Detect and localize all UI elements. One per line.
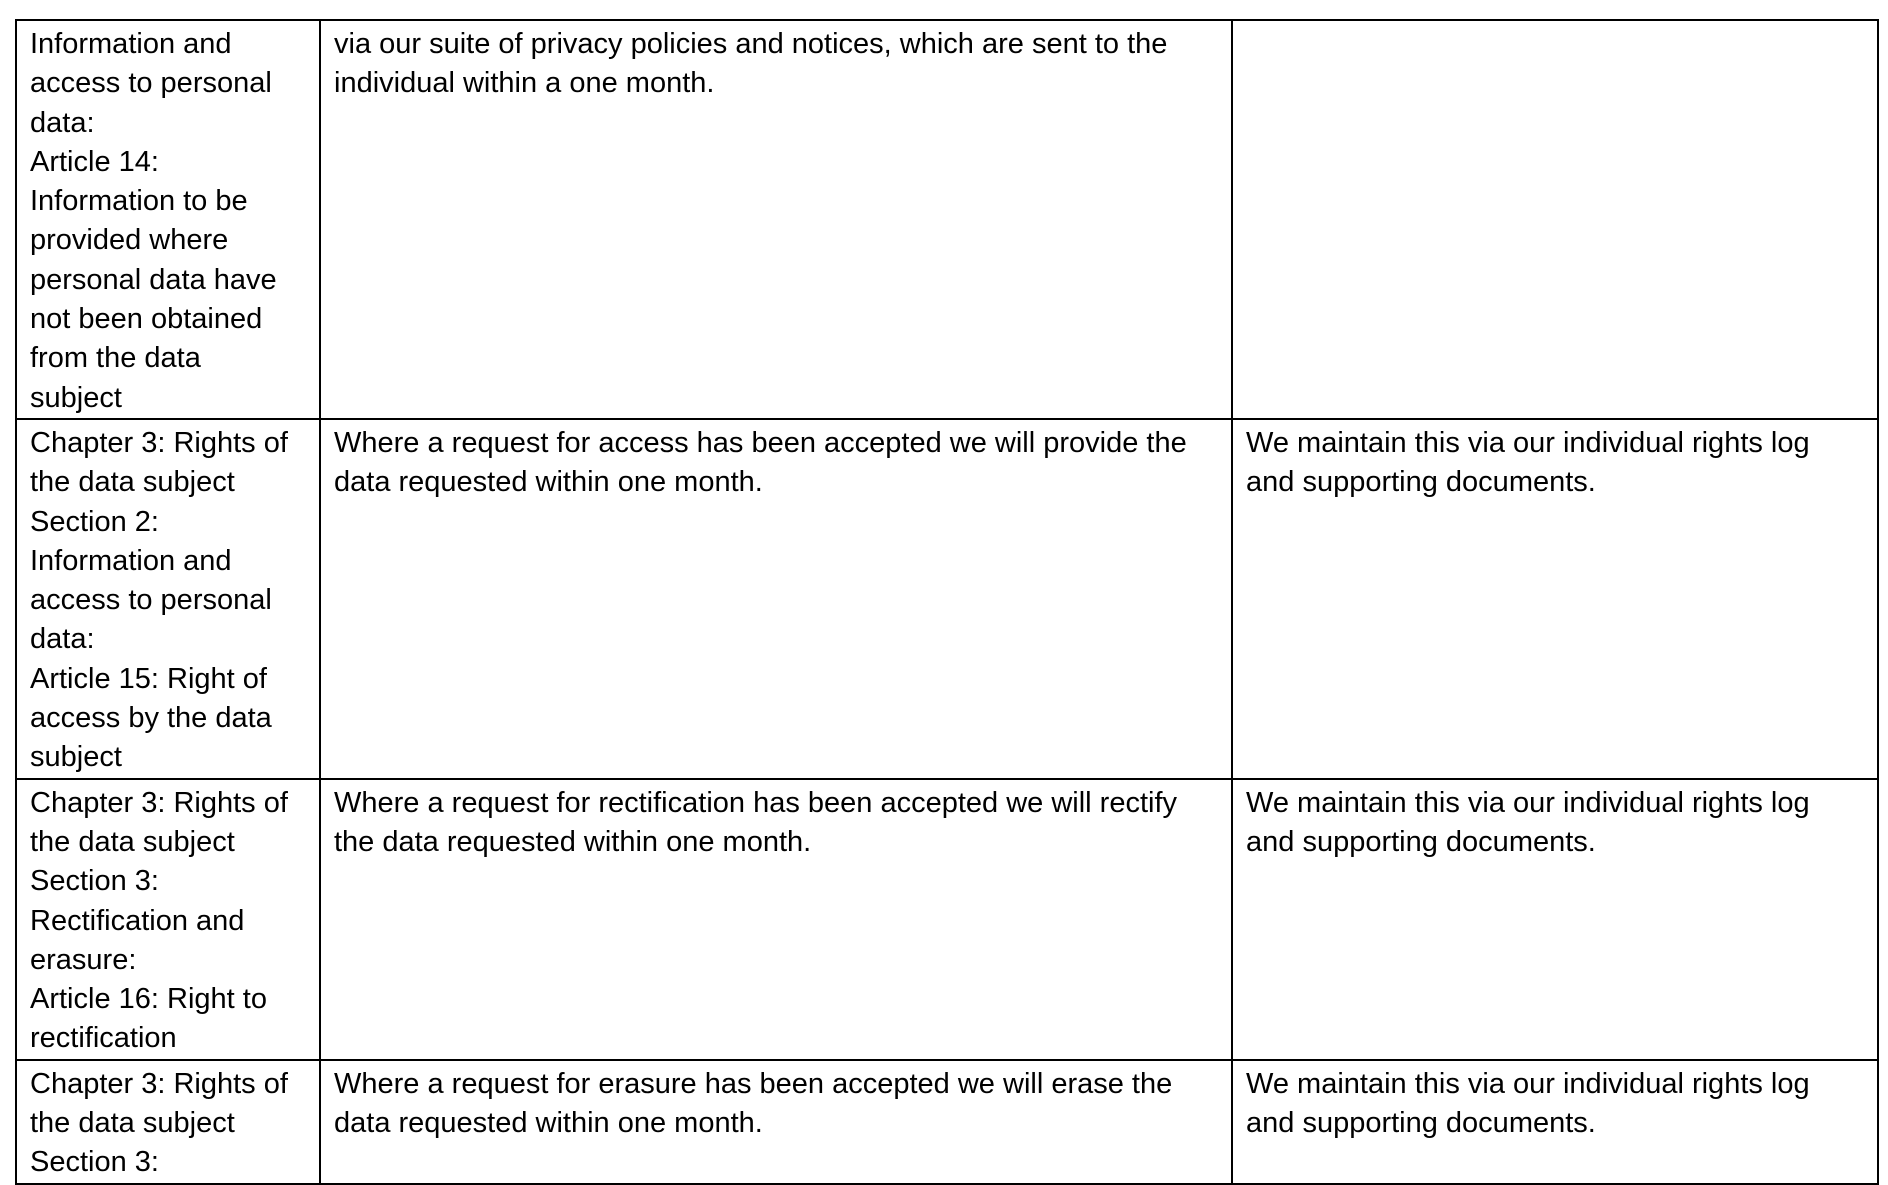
action-cell <box>320 419 1232 779</box>
article-cell <box>16 419 320 779</box>
article-cell <box>16 20 320 419</box>
action-cell <box>320 20 1232 419</box>
article-text: Chapter 3: Rights of the data subject Section 3: <box>30 1067 288 1179</box>
article-cell <box>16 1060 320 1184</box>
article-cell <box>16 779 320 1060</box>
evidence-cell <box>1232 779 1878 1060</box>
table-row <box>16 779 1878 1060</box>
evidence-cell <box>1232 1060 1878 1184</box>
evidence-text: We maintain this via our individual rights log and supporting documents. <box>1246 1067 1810 1140</box>
action-cell <box>320 779 1232 1060</box>
gdpr-compliance-table <box>15 19 1879 1185</box>
action-text: Where a request for rectification has been accepted we will rectify the data requested within one month. <box>334 786 1178 858</box>
evidence-text: We maintain this via our individual rights log and supporting documents. <box>1246 426 1810 499</box>
article-text: Chapter 3: Rights of the data subject Section 3: Rectification and erasure: Article 16: Right to rectification <box>30 786 288 1055</box>
table-row <box>16 20 1878 419</box>
action-text: Where a request for access has been accepted we will provide the data requested within one month. <box>334 426 1187 499</box>
article-text: Chapter 3: Rights of the data subject Section 2: Information and access to personal data: Article 15: Right of access by the data subject <box>30 426 288 774</box>
evidence-cell <box>1232 419 1878 779</box>
action-text: via our suite of privacy policies and notices, which are sent to the individual within a one month. <box>334 28 1168 100</box>
article-text: Information and access to personal data: Article 14: Information to be provided where personal data have not been obtained from the data subject <box>30 28 277 414</box>
evidence-text: We maintain this via our individual rights log and supporting documents. <box>1246 786 1810 858</box>
table-row <box>16 1060 1878 1184</box>
table-row <box>16 419 1878 779</box>
action-cell <box>320 1060 1232 1184</box>
evidence-cell <box>1232 20 1878 419</box>
action-text: Where a request for erasure has been accepted we will erase the data requested within one month. <box>334 1067 1173 1140</box>
